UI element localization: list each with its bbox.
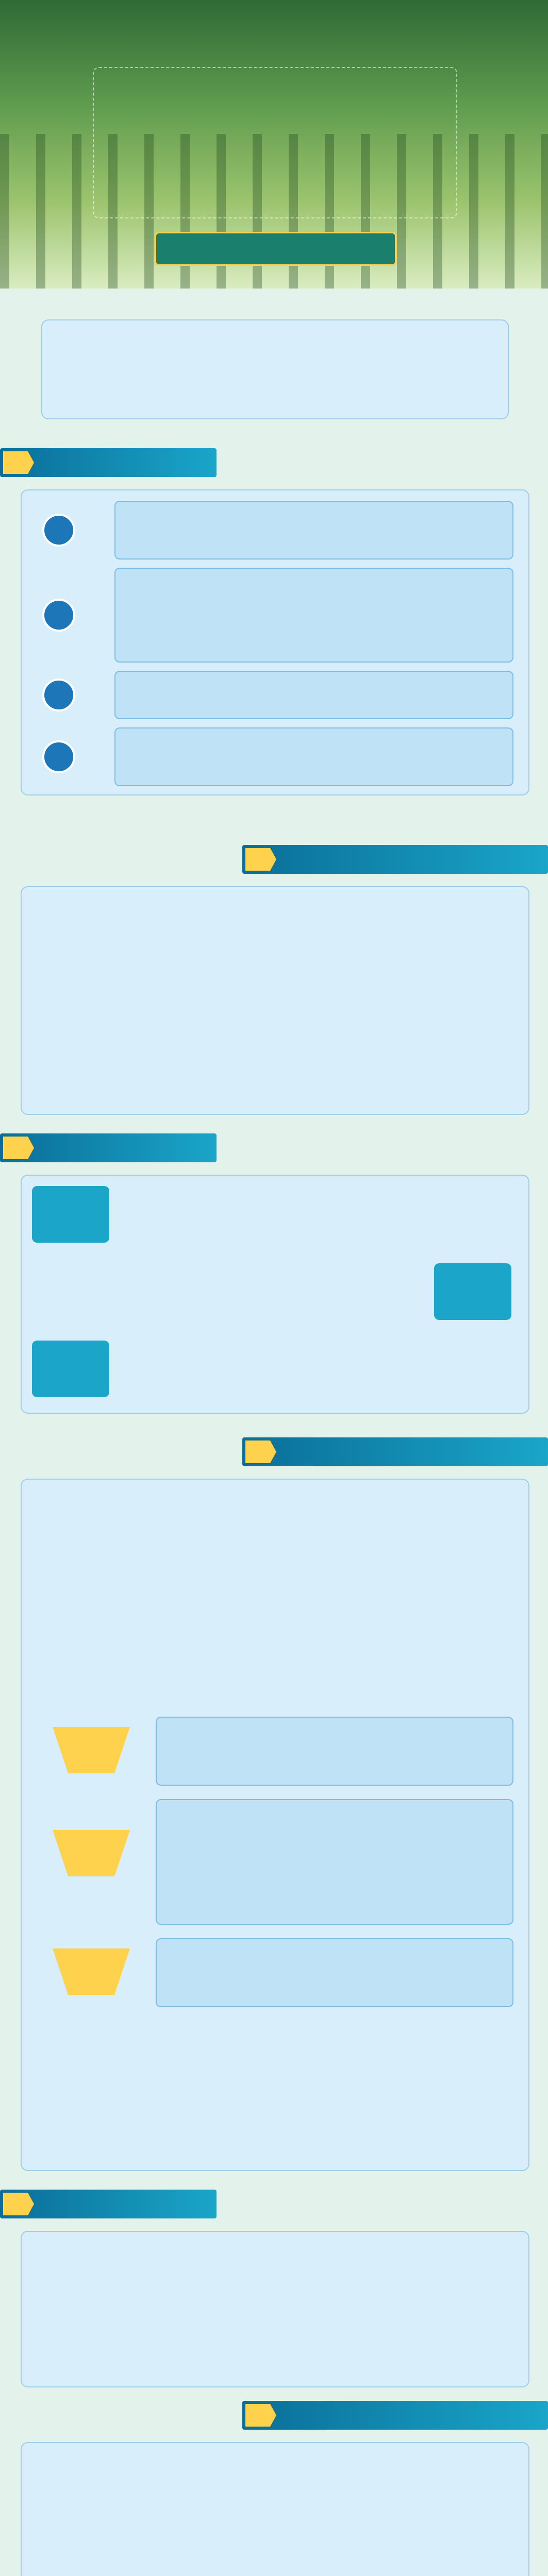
title-block bbox=[93, 67, 457, 218]
response-tier bbox=[53, 1727, 130, 1773]
overview-row bbox=[114, 568, 513, 663]
overview-row bbox=[114, 671, 513, 719]
hero-banner bbox=[0, 0, 548, 289]
aftermath-panel bbox=[21, 2231, 529, 2387]
section-bar-5 bbox=[0, 2190, 217, 2218]
tag bbox=[32, 1341, 109, 1397]
overview-panel bbox=[21, 489, 529, 795]
response-tier bbox=[53, 1830, 130, 1876]
intro-panel bbox=[41, 319, 509, 419]
section-number bbox=[245, 1440, 276, 1463]
response-panel bbox=[21, 1479, 529, 2171]
tag bbox=[32, 1186, 109, 1243]
tier-description bbox=[156, 1717, 513, 1786]
row-number-badge bbox=[42, 599, 75, 632]
safeguard-panel bbox=[21, 2442, 529, 2576]
row-number-badge bbox=[42, 740, 75, 773]
section-number bbox=[245, 2404, 276, 2427]
section-bar-1 bbox=[0, 448, 217, 477]
tag bbox=[434, 1263, 511, 1320]
row-number-badge bbox=[42, 679, 75, 711]
overview-row bbox=[114, 501, 513, 560]
section-bar-3 bbox=[0, 1133, 217, 1162]
section-bar-4 bbox=[242, 1437, 548, 1466]
year-band bbox=[155, 232, 396, 266]
overview-row bbox=[114, 727, 513, 786]
tier-description bbox=[156, 1799, 513, 1925]
section-bar-6 bbox=[242, 2401, 548, 2430]
section-number bbox=[245, 848, 276, 871]
section-number bbox=[3, 1137, 34, 1159]
section-number bbox=[3, 451, 34, 474]
response-tier bbox=[53, 1948, 130, 1995]
row-number-badge bbox=[42, 514, 75, 547]
section-number bbox=[3, 2193, 34, 2215]
command-panel bbox=[21, 886, 529, 1115]
monitoring-panel bbox=[21, 1175, 529, 1414]
tier-description bbox=[156, 1938, 513, 2007]
section-bar-2 bbox=[242, 845, 548, 874]
